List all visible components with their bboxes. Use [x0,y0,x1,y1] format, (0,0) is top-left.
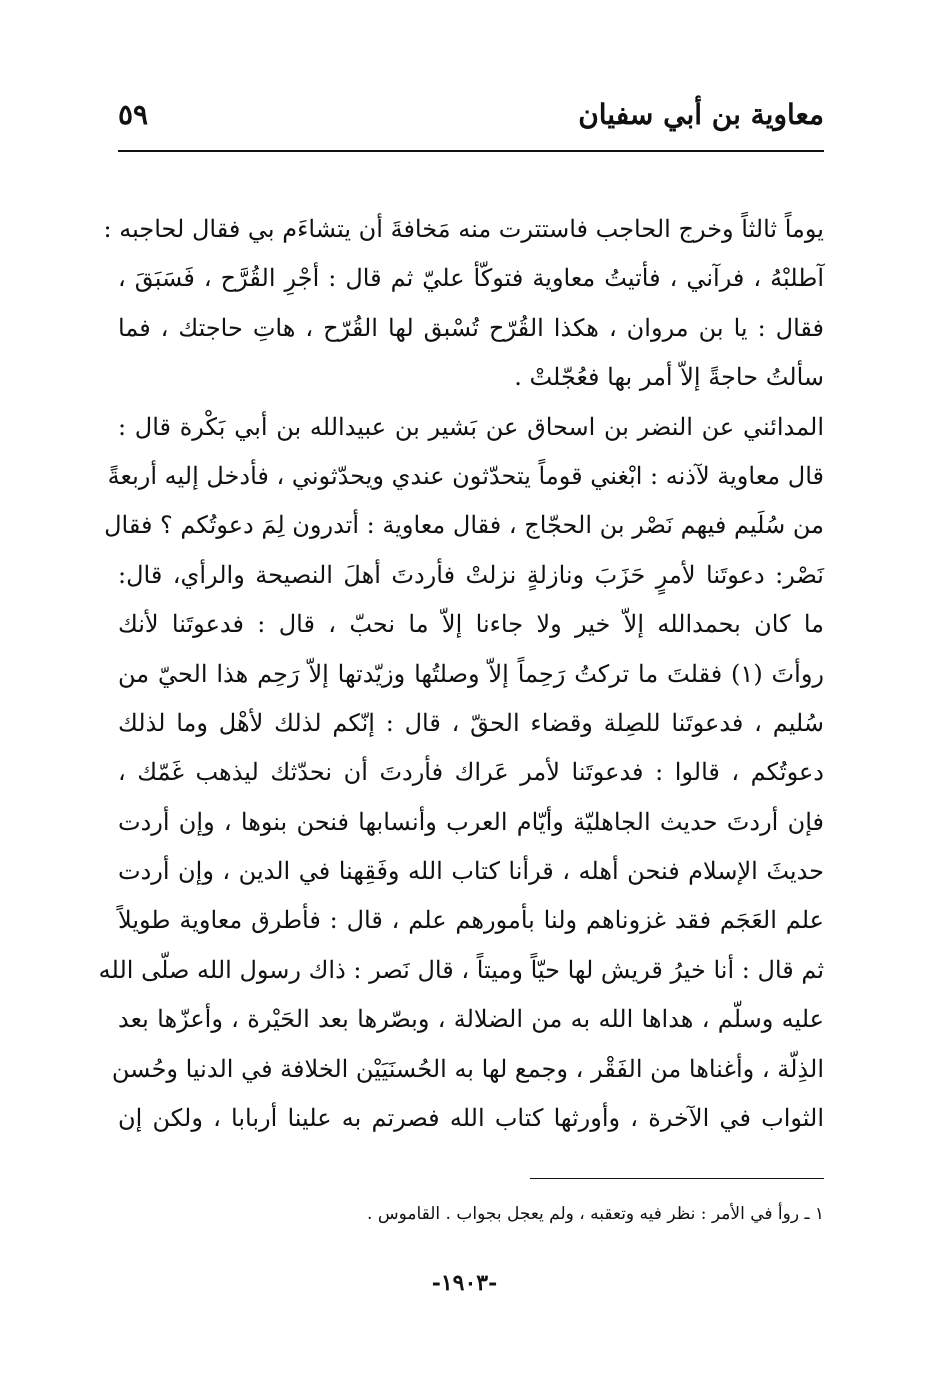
footnote: ١ ـ روأ في الأمر : نظر فيه وتعقبه ، ولم يعجل بجواب . القاموس . [367,1204,824,1224]
text-line: حديثَ الإسلام فنحن أهله ، قرأنا كتاب الله وفَقِهنا في الدين ، وإن أردت [118,857,824,886]
paragraph-1 [103,205,825,403]
text-line: ما كان بحمدالله إلاّ خير ولا جاءنا إلاّ ما نحبّ ، قال : فدعوتَنا لأنك [118,610,824,639]
text-line: المدائني عن النضر بن اسحاق عن بَشير بن عبيدالله بن أبي بَكْرة قال : [118,412,824,441]
text-line: سُليم ، فدعوتَنا للصِلة وقضاء الحقّ ، قال : إنّكم لذلك لأهْل وما لذلك [118,708,824,737]
text-line: يوماً ثالثاً وخرج الحاجب فاستترت منه مَخافةَ أن يتشاءَم بي فقال لحاجبه : [103,215,824,243]
text-line: فإن أردتَ حديث الجاهليّة وأيّام العرب وأنسابها فنحن بنوها ، وإن أردت [118,807,824,836]
text-line: الثواب في الآخرة ، وأورثها كتاب الله فصرتم به علينا أربابا ، ولكن إن [118,1104,824,1133]
text-line: سألتُ حاجةً إلاّ أمر بها فعُجّلتْ . [514,363,824,392]
text-line: فقال : يا بن مروان ، هكذا القُرّح تُسْبق لها القُرّح ، هاتِ حاجتك ، فما [118,313,825,342]
footnote-divider [530,1178,824,1179]
text-line: نَصْر: دعوتَنا لأمرٍ حَزَبَ ونازلةٍ نزلتْ فأردتَ أهلَ النصيحة والرأي، قال: [118,560,824,589]
running-header [118,94,824,148]
paragraph-2 [98,403,824,1144]
text-line: من سُلَيم فيهم نَصْر بن الحجّاج ، فقال معاوية : أتدرون لِمَ دعوتُكم ؟ فقال [104,511,824,540]
text-line: ثم قال : أنا خيرُ قريش لها حيّاً وميتاً ، قال نَصر : ذاك رسول الله صلّى الله [98,955,824,984]
running-title: معاوية بن أبي سفيان [578,98,824,131]
header-divider [118,150,824,152]
text-line: الذِلّة ، وأغناها من الفَقْر ، وجمع لها به الحُسنَيَيْن الخلافة في الدنيا وحُسن [111,1054,824,1083]
text-line: علم العَجَم فقد غزوناهم ولنا بأمورهم علم ، قال : فأطرق معاوية طويلاً [118,906,824,935]
text-line: روأتَ (١) فقلتَ ما تركتُ رَحِماً إلاّ وصلتُها وزيّدتها إلاّ رَحِم هذا الحيّ من [118,659,824,688]
text-line: دعوتُكم ، قالوا : فدعوتَنا لأمر عَراك فأردتَ أن نحدّثك ليذهب غَمّك ، [118,758,824,787]
body-text [98,205,825,1143]
page-number-top: ٥٩ [118,98,149,131]
text-line: آطلبْهُ ، فرآني ، فأتيتُ معاوية فتوكّأ عليّ ثم قال : أجْرِ القُرَّح ، فَسَبَقَ ، [118,264,824,293]
text-line: قال معاوية لآذنه : ابْغني قوماً يتحدّثون عندي ويحدّثوني ، فأدخل إليه أربعةً [107,461,824,490]
page-number-bottom: -١٩٠٣- [431,1270,498,1296]
text-line: عليه وسلّم ، هداها الله به من الضلالة ، وبصّرها بعد الحَيْرة ، وأعزّها بعد [118,1005,824,1034]
